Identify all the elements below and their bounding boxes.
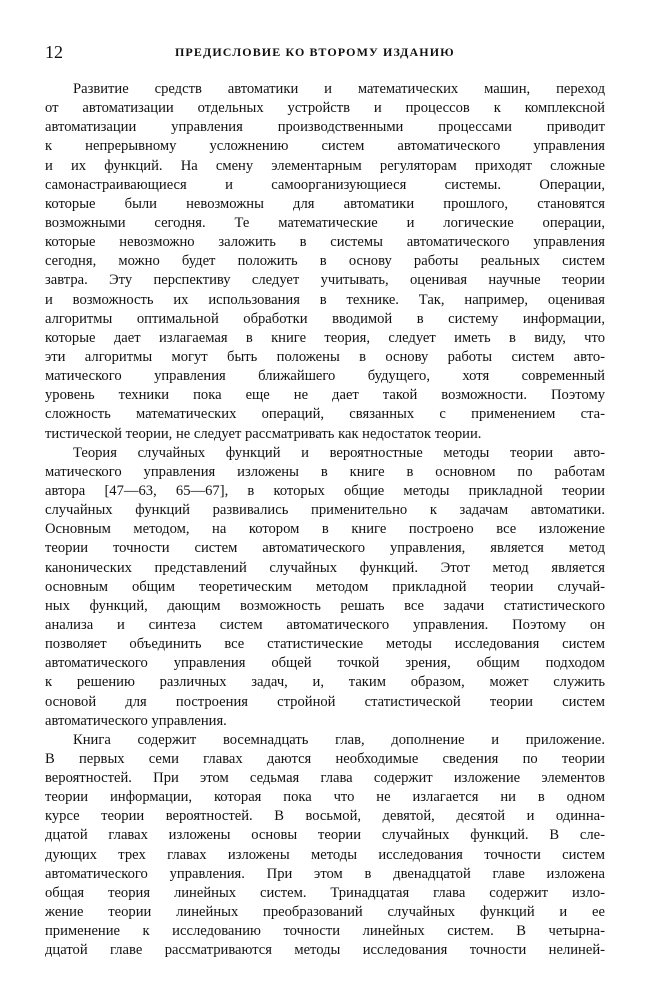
text-line: которые были невозможны для автоматики прошлого, становятся [45, 195, 605, 212]
text-line: общая теория линейных систем. Тринадцатая глава содержит изло- [45, 884, 605, 901]
text-line: которые невозможно заложить в системы автоматического управления [45, 234, 605, 251]
text-line: основой для построения стройной статистической теории систем [45, 693, 605, 710]
text-line: основным общим теоретическим методом прикладной теории случай- [45, 578, 605, 595]
text-line: случайных функций развивались применительно к задачам автоматики. [45, 502, 605, 519]
text-line: матического управления изложены в книге в основном по работам [45, 463, 605, 480]
text-line: В первых семи главах даются необходимые сведения по теории [45, 750, 605, 767]
text-line: автоматизации управления производственными процессами приводит [45, 119, 605, 136]
text-line: автоматического управления общей точкой зрения, общим подходом [45, 655, 605, 672]
text-line: дцатой главе рассматриваются методы исследования точности нелиней- [45, 942, 605, 959]
paragraph-1 [45, 80, 605, 444]
paragraph-3 [45, 731, 605, 961]
text-line: дцатой главах изложены основы теории случайных функций. В сле- [45, 827, 605, 844]
text-line: эти алгоритмы могут быть положены в основу работы систем авто- [45, 348, 605, 365]
text-line: Теория случайных функций и вероятностные методы теории авто- [73, 444, 605, 461]
text-line: от автоматизации отдельных устройств и процессов к комплексной [45, 100, 605, 117]
text-line: к непрерывному усложнению систем автоматического управления [45, 138, 605, 155]
text-line: тистической теории, не следует рассматривать как недостаток теории. [45, 425, 482, 442]
text-line: дующих трех главах изложены методы исследования точности систем [45, 846, 605, 863]
text-line: алгоритмы оптимальной обработки вводимой в систему информации, [45, 310, 605, 327]
text-line: автора [47—63, 65—67], в которых общие методы прикладной теории [45, 482, 605, 499]
paragraph-2 [45, 444, 605, 731]
page-header [45, 40, 600, 64]
text-line: Книга содержит восемнадцать глав, дополнение и приложение. [73, 731, 605, 748]
text-line: Основным методом, на котором в книге построено все изложение [45, 521, 605, 538]
text-line: и их функций. На смену элементарным регуляторам приходят сложные [45, 157, 605, 174]
text-line: матического управления ближайшего будущего, хотя современный [45, 368, 605, 385]
text-line: ных функций, дающим возможность решать все задачи статистического [45, 597, 605, 614]
text-line: сложность математических операций, связанных с применением ста- [45, 406, 605, 423]
running-title: ПРЕДИСЛОВИЕ КО ВТОРОМУ ИЗДАНИЮ [175, 45, 455, 59]
text-line: завтра. Эту перспективу следует учитывать, оценивая научные теории [45, 272, 605, 289]
text-line: сегодня, можно будет положить в основу работы реальных систем [45, 253, 605, 270]
text-line: и возможность их использования в технике. Так, например, оценивая [45, 291, 605, 308]
text-line: жение теории линейных преобразований случайных функций и ее [45, 904, 605, 921]
text-line: самонастраивающиеся и самоорганизующиеся системы. Операции, [45, 176, 605, 193]
text-line: анализа и синтеза систем автоматического управления. Поэтому он [45, 616, 605, 633]
text-line: уровень техники пока еще не дает такой возможности. Поэтому [45, 387, 605, 404]
text-line: возможными сегодня. Те математические и логические операции, [45, 214, 605, 231]
text-line: к решению различных задач, и, таким образом, может служить [45, 674, 605, 691]
text-line: Развитие средств автоматики и математических машин, переход [73, 81, 605, 97]
text-line: вероятностей. При этом седьмая глава содержит изложение элементов [45, 770, 605, 787]
text-line: теории точности систем автоматического управления, является метод [45, 540, 605, 557]
text-line: канонических представлений случайных функций. Этот метод является [45, 559, 605, 576]
text-line: автоматического управления. [45, 712, 227, 729]
text-line: курсе теории вероятностей. В восьмой, девятой, десятой и одинна- [45, 808, 605, 825]
text-line: позволяет объединить все статистические методы исследования систем [45, 636, 605, 653]
text-line: теории информации, которая пока что не излагается ни в одном [45, 789, 605, 806]
body-text [45, 80, 605, 960]
text-line: автоматического управления. При этом в двенадцатой главе изложена [45, 865, 605, 882]
text-line: применение к исследованию точности линейных систем. В четырна- [45, 923, 605, 940]
page-number: 12 [45, 42, 63, 62]
text-line: которые дает излагаемая в книге теория, следует иметь в виду, что [45, 329, 605, 346]
